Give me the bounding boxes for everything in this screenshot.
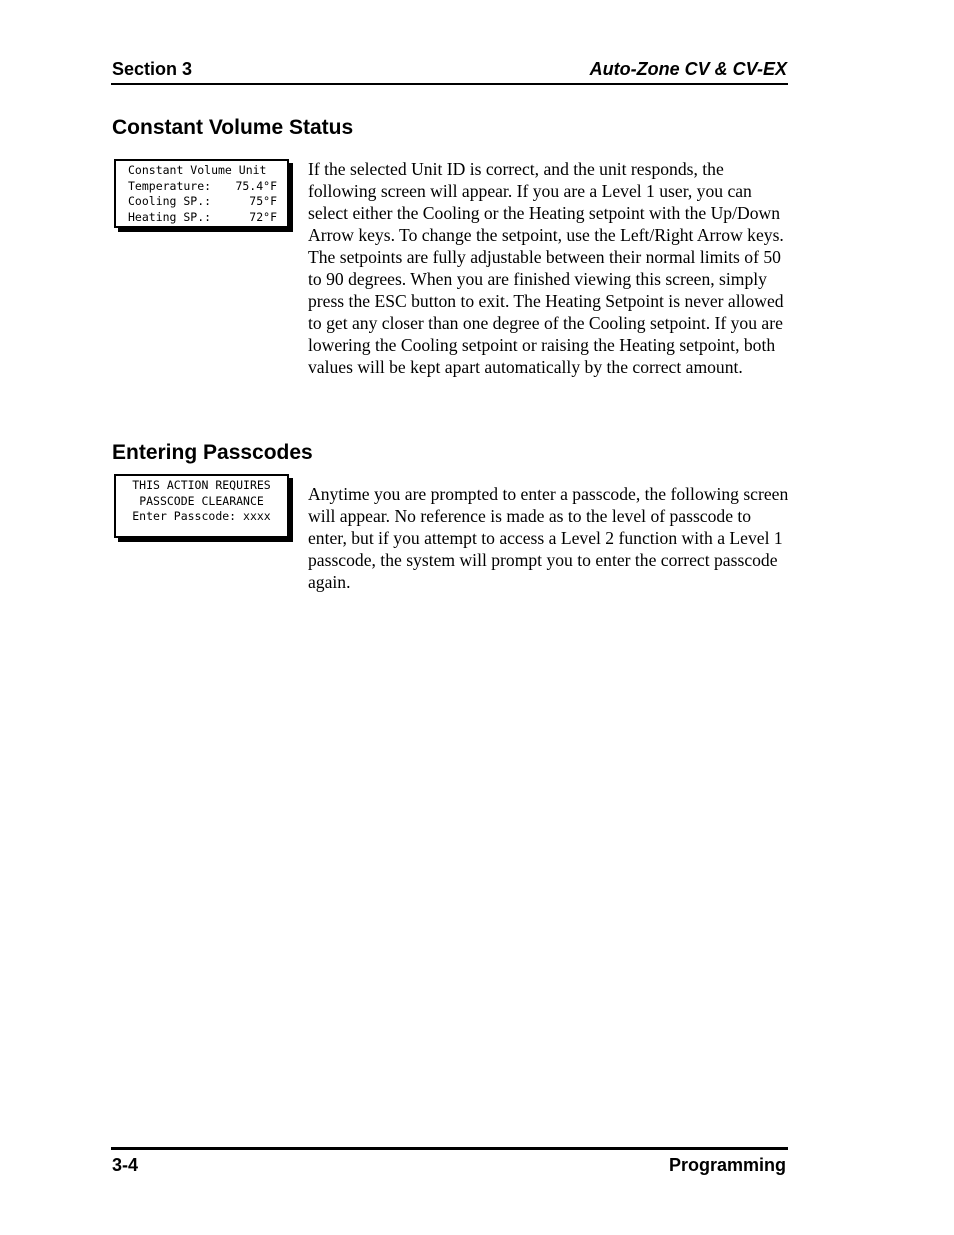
display-row-cooling: [120, 194, 283, 210]
constant-volume-heading: Constant Volume Status: [112, 116, 354, 139]
passcode-display: [114, 474, 289, 538]
constant-volume-display: [114, 159, 289, 228]
heating-sp-label: Heating SP.:: [128, 209, 212, 224]
heating-sp-value: 72°F: [249, 209, 277, 224]
passcode-line2-text: PASSCODE CLEARANCE: [139, 493, 264, 508]
footer-chapter-title: Programming: [668, 1155, 786, 1175]
passcode-display-line3: [120, 509, 283, 525]
passcode-line3-text: Enter Passcode: xxxx: [132, 509, 271, 523]
passcodes-heading: Entering Passcodes: [112, 441, 313, 464]
header-divider: [111, 83, 788, 85]
temperature-label: Temperature:: [128, 178, 212, 193]
header-section-label: Section 3: [112, 59, 193, 79]
display-unit-text: Constant Volume Unit: [128, 163, 267, 177]
display-row-heating: [120, 210, 283, 226]
footer-divider: [111, 1147, 788, 1150]
passcode-line1-text: THIS ACTION REQUIRES: [132, 478, 271, 492]
passcodes-paragraph: Anytime you are prompted to enter a passcode, the following screen will appear. No reference is made as to the level of passcode to enter, but if you attempt to access a Level 2 function with a Level 1 passcode, the system will prompt you to enter the correct passcode again.: [308, 484, 789, 592]
constant-volume-paragraph: If the selected Unit ID is correct, and the unit responds, the following screen will appear. If you are a Level 1 user, you can select either the Cooling or the Heating setpoint with the Up/Down Arrow keys. To change the setpoint, use the Left/Right Arrow keys. The setpoints are fully adjustable between their normal limits of 50 to 90 degrees. When you are finished viewing this screen, simply press the ESC button to exit. The Heating Setpoint is never allowed to get any closer than one degree of the Cooling setpoint. If you are lowering the Cooling setpoint or raising the Heating setpoint, both values will be kept apart automatically by the correct amount.: [308, 159, 784, 377]
passcode-display-line2: [120, 494, 283, 510]
header-product-title: Auto-Zone CV & CV-EX: [589, 59, 787, 79]
display-row-temperature: [120, 179, 283, 195]
temperature-value: 75.4°F: [235, 178, 277, 193]
cooling-sp-value: 75°F: [249, 194, 277, 208]
footer-page-number: 3-4: [112, 1155, 139, 1175]
cooling-sp-label: Cooling SP.:: [128, 194, 212, 208]
passcode-display-line1: [120, 478, 283, 494]
display-line-unit: [120, 163, 283, 179]
